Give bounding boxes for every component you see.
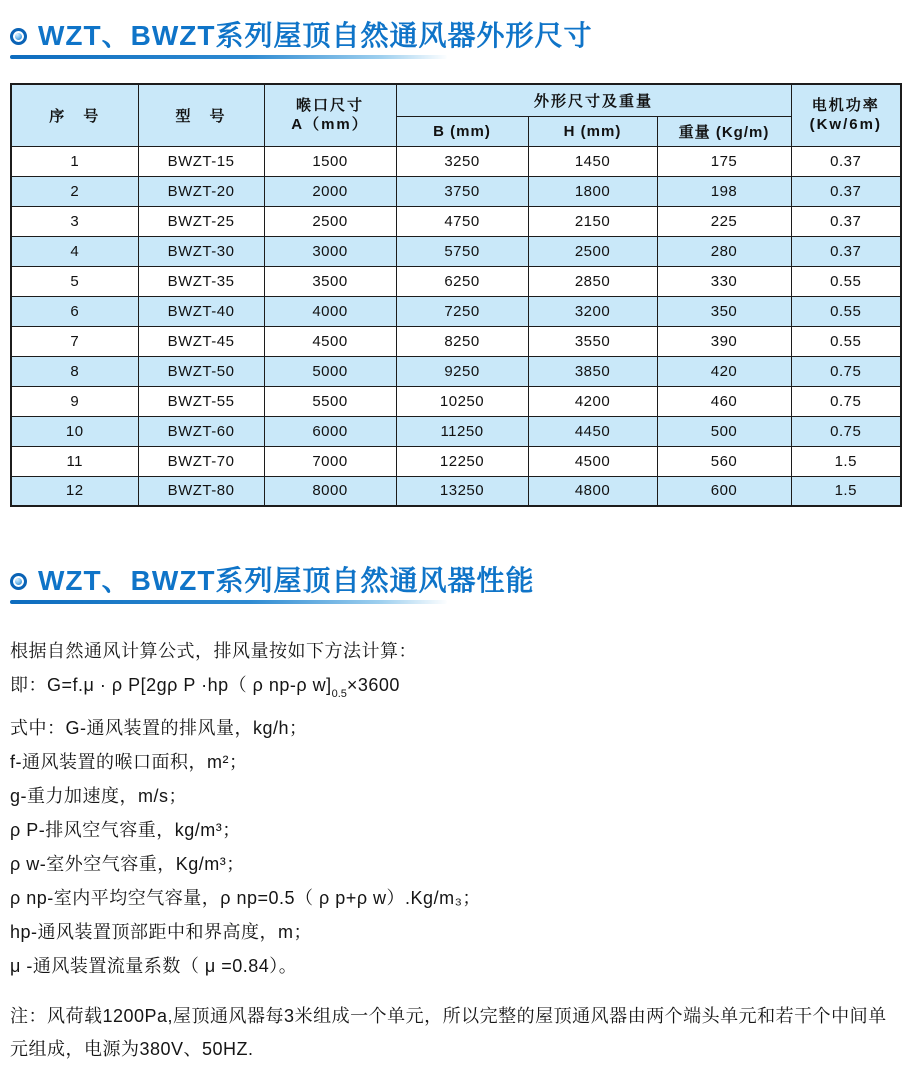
formula-line bbox=[10, 668, 900, 711]
table-cell: 5 bbox=[11, 266, 138, 296]
table-cell: 5000 bbox=[264, 356, 396, 386]
table-cell: BWZT-50 bbox=[138, 356, 264, 386]
table-cell: 12250 bbox=[396, 446, 528, 476]
table-cell: 11 bbox=[11, 446, 138, 476]
table-cell: 2500 bbox=[264, 206, 396, 236]
table-cell: 12 bbox=[11, 476, 138, 506]
table-cell: 9250 bbox=[396, 356, 528, 386]
header-motor-power-line1: 电机功率 bbox=[811, 96, 880, 114]
header-h: H (mm) bbox=[528, 116, 657, 146]
table-cell: 1 bbox=[11, 146, 138, 176]
table-cell: 3850 bbox=[528, 356, 657, 386]
definition-line-mu: μ -通风装置流量系数（ μ =0.84）。 bbox=[10, 956, 298, 977]
table-cell: 4 bbox=[11, 236, 138, 266]
table-cell: 0.75 bbox=[791, 386, 901, 416]
definition-line-rho-p: ρ P-排风空气容重，kg/m³； bbox=[10, 820, 241, 841]
table-row bbox=[11, 356, 901, 386]
table-cell: 2 bbox=[11, 176, 138, 206]
table-row bbox=[11, 176, 901, 206]
table-cell: BWZT-15 bbox=[138, 146, 264, 176]
table-cell: 350 bbox=[657, 296, 791, 326]
table-cell: 5500 bbox=[264, 386, 396, 416]
table-cell: 7000 bbox=[264, 446, 396, 476]
table-row bbox=[11, 146, 901, 176]
table-cell: 3550 bbox=[528, 326, 657, 356]
table-cell: 0.37 bbox=[791, 236, 901, 266]
table-cell: 0.75 bbox=[791, 416, 901, 446]
table-cell: 3000 bbox=[264, 236, 396, 266]
table-cell: 280 bbox=[657, 236, 791, 266]
definition-line-g-flow: 式中：G-通风装置的排风量，kg/h； bbox=[10, 718, 308, 739]
table-cell: BWZT-55 bbox=[138, 386, 264, 416]
table-cell: 9 bbox=[11, 386, 138, 416]
formula-main: 即：G=f.μ · ρ P[2gρ P ·hp（ ρ np-ρ w] bbox=[10, 675, 332, 696]
table-row bbox=[11, 446, 901, 476]
header-motor-power bbox=[791, 84, 901, 146]
table-cell: BWZT-45 bbox=[138, 326, 264, 356]
table-cell: 1500 bbox=[264, 146, 396, 176]
table-cell: 175 bbox=[657, 146, 791, 176]
table-cell: 3 bbox=[11, 206, 138, 236]
table-cell: 198 bbox=[657, 176, 791, 206]
performance-text bbox=[10, 634, 900, 983]
table-cell: 4800 bbox=[528, 476, 657, 506]
table-cell: 7 bbox=[11, 326, 138, 356]
section-bullet-icon bbox=[10, 28, 27, 45]
table-cell: 330 bbox=[657, 266, 791, 296]
header-throat bbox=[264, 84, 396, 146]
table-cell: 11250 bbox=[396, 416, 528, 446]
header-model: 型 号 bbox=[138, 84, 264, 146]
table-cell: 2000 bbox=[264, 176, 396, 206]
table-cell: 0.37 bbox=[791, 176, 901, 206]
header-b: B (mm) bbox=[396, 116, 528, 146]
table-cell: 4200 bbox=[528, 386, 657, 416]
table-row bbox=[11, 386, 901, 416]
table-cell: 0.55 bbox=[791, 326, 901, 356]
table-cell: 8250 bbox=[396, 326, 528, 356]
table-cell: 225 bbox=[657, 206, 791, 236]
table-cell: 1.5 bbox=[791, 446, 901, 476]
table-cell: 500 bbox=[657, 416, 791, 446]
table-cell: 10250 bbox=[396, 386, 528, 416]
table-cell: 3250 bbox=[396, 146, 528, 176]
table-cell: 7250 bbox=[396, 296, 528, 326]
definition-line-rho-np: ρ np-室内平均空气容量，ρ np=0.5（ ρ p+ρ w）.Kg/m₃； bbox=[10, 888, 481, 909]
section1-title: WZT、BWZT系列屋顶自然通风器外形尺寸 bbox=[38, 20, 593, 51]
section2 bbox=[10, 565, 900, 604]
section2-title-underline bbox=[10, 600, 447, 604]
table-cell: 1800 bbox=[528, 176, 657, 206]
table-cell: 0.37 bbox=[791, 146, 901, 176]
table-cell: 0.37 bbox=[791, 206, 901, 236]
spec-table-body bbox=[11, 146, 901, 506]
table-row bbox=[11, 296, 901, 326]
header-dimensions-group: 外形尺寸及重量 bbox=[396, 84, 791, 116]
table-cell: 2500 bbox=[528, 236, 657, 266]
header-weight: 重量 (Kg/m) bbox=[657, 116, 791, 146]
table-cell: BWZT-30 bbox=[138, 236, 264, 266]
section2-title-row bbox=[10, 565, 900, 597]
table-cell: BWZT-40 bbox=[138, 296, 264, 326]
table-cell: 4750 bbox=[396, 206, 528, 236]
table-cell: 8000 bbox=[264, 476, 396, 506]
table-cell: BWZT-35 bbox=[138, 266, 264, 296]
table-row bbox=[11, 476, 901, 506]
table-cell: BWZT-20 bbox=[138, 176, 264, 206]
header-throat-line2: A（mm） bbox=[291, 116, 369, 134]
table-cell: 6250 bbox=[396, 266, 528, 296]
table-cell: 8 bbox=[11, 356, 138, 386]
header-motor-power-line2: (Kw/6m) bbox=[809, 116, 882, 134]
table-cell: BWZT-25 bbox=[138, 206, 264, 236]
table-row bbox=[11, 206, 901, 236]
table-row bbox=[11, 326, 901, 356]
table-cell: 390 bbox=[657, 326, 791, 356]
section1-title-underline bbox=[10, 55, 447, 59]
definition-line-rho-w: ρ w-室外空气容重，Kg/m³； bbox=[10, 854, 245, 875]
table-cell: 6 bbox=[11, 296, 138, 326]
table-cell: 0.75 bbox=[791, 356, 901, 386]
section-bullet-icon bbox=[10, 573, 27, 590]
table-cell: 1.5 bbox=[791, 476, 901, 506]
header-serial: 序 号 bbox=[11, 84, 138, 146]
table-cell: 3500 bbox=[264, 266, 396, 296]
table-cell: 2150 bbox=[528, 206, 657, 236]
table-cell: 3200 bbox=[528, 296, 657, 326]
definition-line-f-area: f-通风装置的喉口面积，m²； bbox=[10, 752, 248, 773]
formula-subscript: 0.5 bbox=[331, 688, 347, 701]
section1-title-row bbox=[10, 20, 900, 52]
table-row bbox=[11, 416, 901, 446]
table-cell: 4500 bbox=[528, 446, 657, 476]
definition-line-hp: hp-通风装置顶部距中和界高度，m； bbox=[10, 922, 313, 943]
table-cell: 6000 bbox=[264, 416, 396, 446]
performance-intro: 根据自然通风计算公式，排风量按如下方法计算： bbox=[10, 641, 417, 662]
dimensions-table-header bbox=[11, 84, 901, 146]
table-row bbox=[11, 266, 901, 296]
table-cell: 13250 bbox=[396, 476, 528, 506]
table-cell: 420 bbox=[657, 356, 791, 386]
header-throat-line1: 喉口尺寸 bbox=[295, 96, 364, 114]
table-cell: 0.55 bbox=[791, 296, 901, 326]
table-cell: 4000 bbox=[264, 296, 396, 326]
table-cell: 3750 bbox=[396, 176, 528, 206]
table-cell: BWZT-70 bbox=[138, 446, 264, 476]
table-cell: 0.55 bbox=[791, 266, 901, 296]
table-cell: BWZT-60 bbox=[138, 416, 264, 446]
table-row bbox=[11, 236, 901, 266]
dimensions-table bbox=[10, 83, 902, 507]
table-cell: 1450 bbox=[528, 146, 657, 176]
table-cell: 10 bbox=[11, 416, 138, 446]
table-cell: 5750 bbox=[396, 236, 528, 266]
table-cell: 560 bbox=[657, 446, 791, 476]
formula-tail: ×3600 bbox=[346, 675, 400, 696]
definition-line-g-gravity: g-重力加速度，m/s； bbox=[10, 786, 187, 807]
table-cell: 4500 bbox=[264, 326, 396, 356]
table-cell: 2850 bbox=[528, 266, 657, 296]
table-cell: 460 bbox=[657, 386, 791, 416]
section2-title: WZT、BWZT系列屋顶自然通风器性能 bbox=[38, 565, 535, 597]
footnote: 注：风荷载1200Pa,屋顶通风器每3米组成一个单元，所以完整的屋顶通风器由两个端头单元和若干个中间单元组成，电源为380V、50HZ. bbox=[10, 1006, 887, 1060]
table-cell: 600 bbox=[657, 476, 791, 506]
table-cell: 4450 bbox=[528, 416, 657, 446]
table-cell: BWZT-80 bbox=[138, 476, 264, 506]
